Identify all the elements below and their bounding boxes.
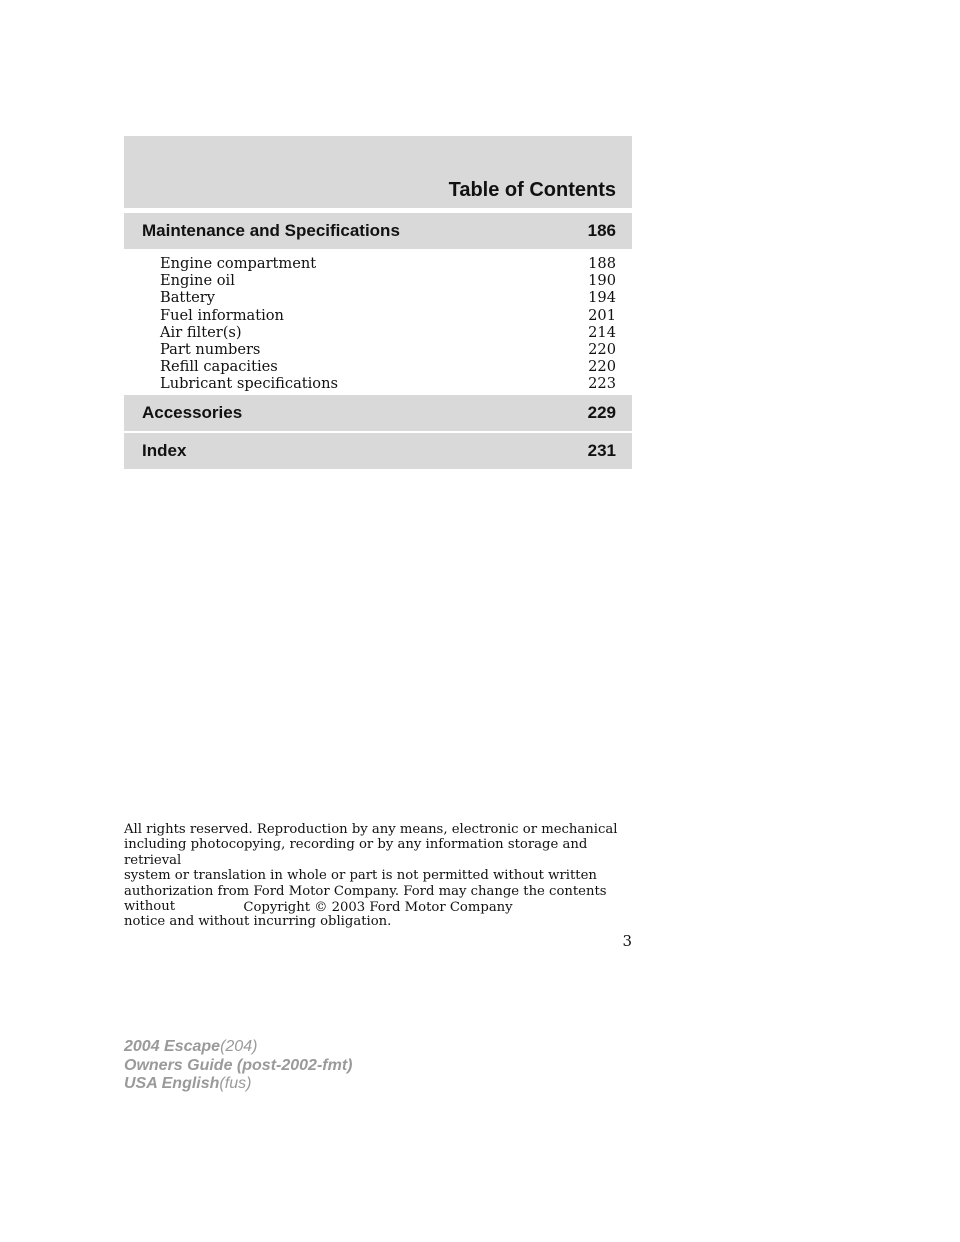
- toc-item-label: Engine compartment: [160, 255, 317, 272]
- footer-guide: Owners Guide (post-2002-fmt): [124, 1056, 353, 1074]
- toc-item-label: Lubricant specifications: [160, 375, 338, 393]
- section-page-number: 186: [587, 221, 616, 240]
- toc-item-page: 194: [588, 289, 616, 307]
- footer-line-model: [124, 1038, 352, 1057]
- toc-item-engine-oil[interactable]: [160, 272, 616, 289]
- toc-item-air-filters[interactable]: [160, 324, 616, 341]
- copyright-notice: Copyright © 2003 Ford Motor Company: [243, 900, 513, 915]
- header-band: [124, 136, 632, 208]
- toc-item-engine-compartment[interactable]: [160, 255, 616, 272]
- toc-item-page: 220: [588, 358, 616, 376]
- page-number: 3: [622, 932, 632, 950]
- toc-item-battery[interactable]: [160, 289, 616, 306]
- toc-item-label: Engine oil: [160, 272, 235, 290]
- footer-model: 2004 Escape: [124, 1038, 221, 1055]
- section-maintenance[interactable]: [124, 213, 632, 249]
- footer-line-guide: [124, 1057, 352, 1076]
- toc-item-label: Air filter(s): [160, 323, 242, 341]
- toc-item-page: 188: [588, 255, 616, 272]
- footer-line-language: [124, 1075, 352, 1094]
- page-title: Table of Contents: [448, 179, 616, 201]
- footer-language: USA English: [124, 1075, 220, 1092]
- legal-line: All rights reserved. Reproduction by any means, electronic or mechanical: [124, 822, 618, 837]
- footer-model-code: (204): [220, 1038, 258, 1055]
- legal-line: system or translation in whole or part is not permitted without written: [124, 868, 597, 884]
- toc-item-page: 190: [588, 272, 616, 290]
- section-index[interactable]: [124, 433, 632, 469]
- toc-item-label: Refill capacities: [160, 358, 278, 376]
- toc-item-label: Fuel information: [160, 306, 284, 324]
- toc-item-page: 214: [588, 323, 616, 341]
- toc-item-page: 223: [588, 375, 616, 393]
- legal-line: notice and without incurring obligation.: [124, 914, 392, 930]
- section-page-number: 229: [587, 403, 616, 422]
- legal-line: including photocopying, recording or by any information storage and retrieval: [124, 837, 588, 868]
- section-page-number: 231: [587, 441, 616, 460]
- toc-item-label: Battery: [160, 289, 216, 307]
- toc-item-fuel-information[interactable]: [160, 307, 616, 324]
- section-title: Accessories: [142, 403, 243, 422]
- section-title: Index: [142, 441, 187, 460]
- toc-item-label: Part numbers: [160, 340, 261, 358]
- document-footer: [124, 1038, 352, 1094]
- toc-item-part-numbers[interactable]: [160, 341, 616, 358]
- legal-line: authorization from Ford Motor Company. Ford may change the contents without: [124, 883, 607, 915]
- section-accessories[interactable]: [124, 395, 632, 431]
- toc-list: [160, 255, 616, 393]
- toc-item-refill-capacities[interactable]: [160, 358, 616, 375]
- footer-language-code: (fus): [219, 1075, 252, 1092]
- section-title: Maintenance and Specifications: [142, 221, 400, 240]
- toc-item-page: 201: [588, 306, 616, 324]
- toc-item-page: 220: [588, 340, 616, 358]
- toc-item-lubricant-specifications[interactable]: [160, 375, 616, 392]
